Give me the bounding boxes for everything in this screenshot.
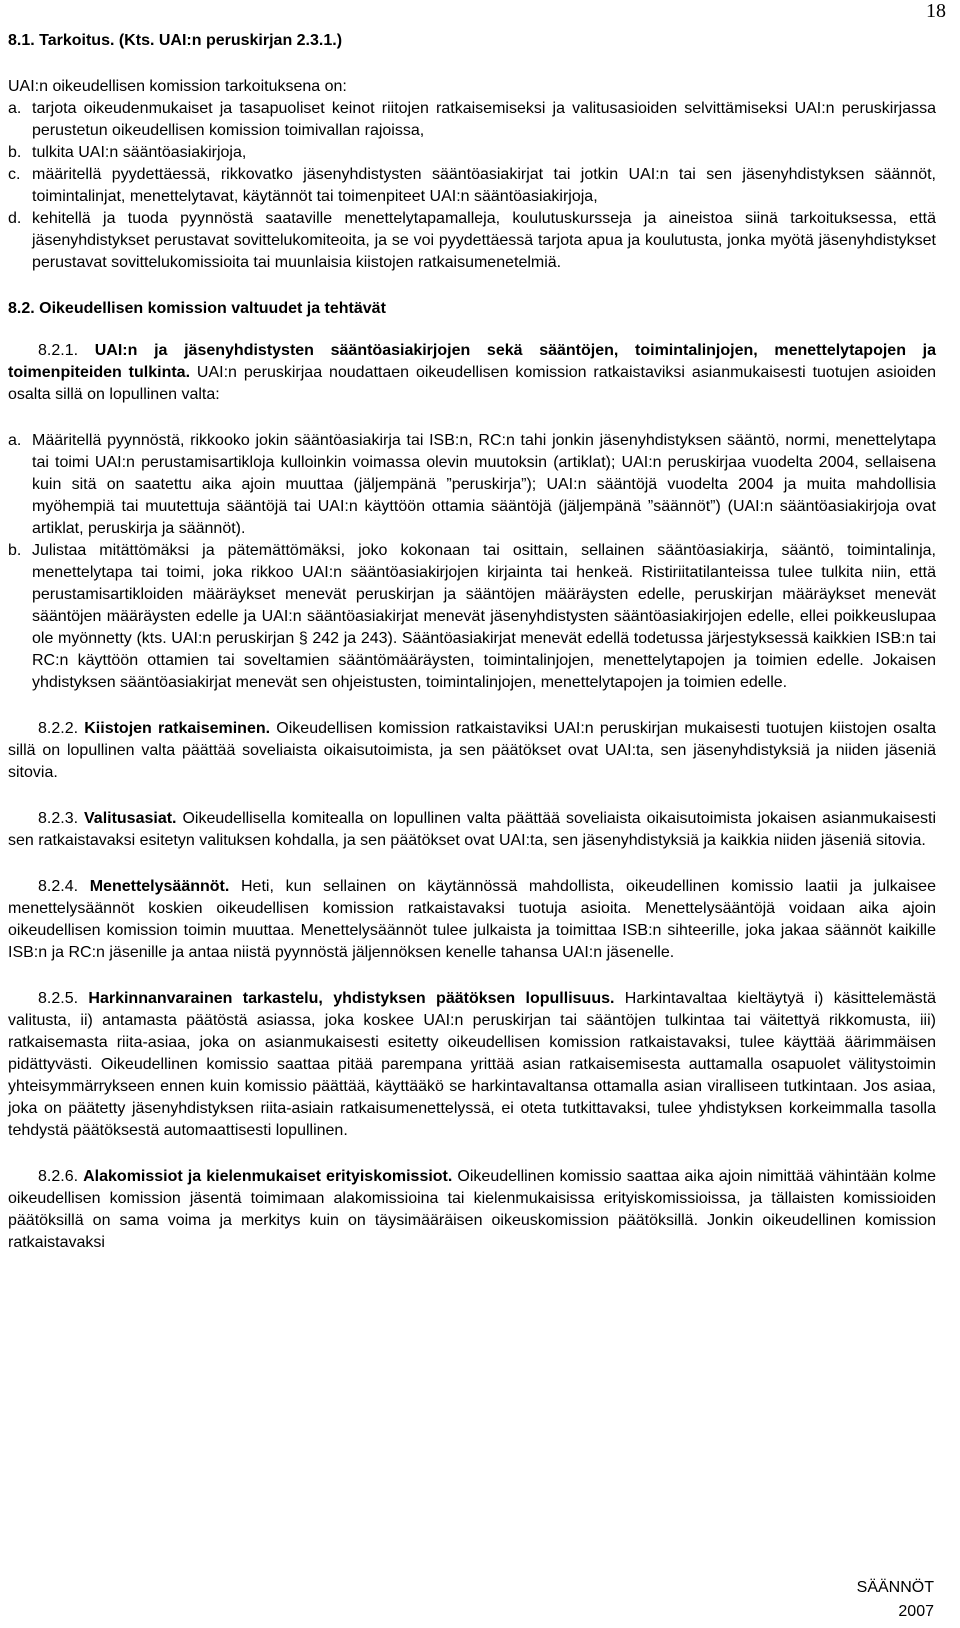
section-8-1-intro: UAI:n oikeudellisen komission tarkoituksena on:	[8, 78, 347, 95]
page-footer	[857, 1576, 934, 1624]
list-item: a. Määritellä pyynnöstä, rikkooko jokin sääntöasiakirja tai ISB:n, RC:n tahi jonkin jäsenyhdistyksen sääntö, normi, menettelytapa tai toimi UAI:n perustamisartikloja kulloinkin voimassa olevin muutoksin (artiklat); UAI:n peruskirjaa vuodelta 2004, sellaisena kuin sitä on saatettu aika ajoin muuttaa (jäljempänä ”peruskirja”); UAI:n sääntöjä vuodelta 2004 ja muita mahdollisia myöhempiä tai muutettuja sääntöjä tai UAI:n käyttöön ottamia sääntöjä (jäljempänä ”säännöt”) (UAI:n sääntöasiakirjoja ovat artiklat, peruskirja ja säännöt).	[8, 432, 936, 537]
list-item: b. tulkita UAI:n sääntöasiakirjoja,	[8, 144, 247, 161]
section-8-2-3: 8.2.3. Valitusasiat. Oikeudellisella komitealla on lopullinen valta päättää soveliaista oikaisutoimista jokaisen asianmukaisesti sen ratkaistavaksi esitetyn valituksen kohdalla, ja sen päätökset ovat UAI:ta, sen jäsenyhdistyksiä ja kaikkia niiden jäseniä sitovia.	[8, 810, 937, 849]
footer-year: 2007	[898, 1603, 934, 1620]
section-8-2-1-text: UAI:n peruskirjaa noudattaen oikeudellisen komission ratkaistaviksi asianmukaisesti tuotujen asioiden osalta sillä on lopullinen valta:	[8, 364, 937, 403]
section-8-2-6: 8.2.6. Alakomissiot ja kielenmukaiset erityiskomissiot. Oikeudellinen komissio saattaa aika ajoin nimittää vähintään kolme oikeudellisen komission jäsentä toimimaan alakomissioina tai kielenmukaisissa erityiskomissioissa, ja tällaisten komissioiden päätöksillä on sama voima ja merkitys kuin on täysimääräisen oikeuskomission päätöksillä. Jonkin oikeudellinen komission ratkaistavaksi	[8, 1168, 936, 1251]
page-content	[8, 16, 936, 1254]
section-8-2-1: 8.2.1. UAI:n ja jäsenyhdistysten sääntöasiakirjojen sekä sääntöjen, toimintalinjojen, menettelytapojen ja toimenpiteiden tulkinta. UAI:n peruskirjaa noudattaen oikeudellisen komission ratkaistaviksi asianmukaisesti tuotujen asioiden osalta sillä on lopullinen valta:	[8, 342, 937, 403]
section-8-2-1-list	[8, 430, 936, 694]
list-item: d. kehitellä ja tuoda pyynnöstä saataville menettelytapamalleja, koulutuskursseja ja aineistoa siinä tarkoituksessa, että jäsenyhdistykset perustavat sovittelukomiteoita, ja se voi pyydettäessä tarjota apua ja koulutusta, jonka myötä jäsenyhdistykset perustavat sovittelukomissioita tai muunlaisia kiistojen ratkaisumenetelmiä.	[8, 210, 936, 271]
section-8-1-list	[8, 98, 936, 274]
footer-title: SÄÄNNÖT	[856, 1579, 934, 1596]
list-item: c. määritellä pyydettäessä, rikkovatko jäsenyhdistysten sääntöasiakirjat tai jotkin UAI:n tai sen jäsenyhdistyksen säännöt, toimintalinjat, menettelytavat, käytännöt tai toimenpiteet UAI:n sääntöasiakirjoja,	[8, 166, 936, 205]
section-8-2-1-title: UAI:n ja jäsenyhdistysten sääntöasiakirjojen sekä sääntöjen, toimintalinjojen, menettelytapojen ja toimenpiteiden tulkinta.	[8, 342, 937, 381]
section-8-2-heading: 8.2. Oikeudellisen komission valtuudet ja tehtävät	[8, 300, 386, 317]
section-8-1-heading: 8.1. Tarkoitus. (Kts. UAI:n peruskirjan 2.3.1.)	[8, 32, 343, 49]
section-8-2-4: 8.2.4. Menettelysäännöt. Heti, kun sellainen on käytännössä mahdollista, oikeudellinen komissio laatii ja julkaisee menettelysäännöt koskien oikeudellisen komission ratkaistavaksi tuotuja asioita. Menettelysääntöjä voidaan aika ajoin oikeudellisen komission toimin muuttaa. Menettelysäännöt tulee julkaista ja toimittaa ISB:n sihteerille, joka jakaa säännöt kaikille ISB:n ja RC:n jäsenille ja antaa niistä pyynnöstä jäljennöksen kenelle tahansa UAI:n jäsenelle.	[8, 878, 936, 961]
page-number: 18	[926, 0, 946, 22]
list-item: b. Julistaa mitättömäksi ja pätemättömäksi, joko kokonaan tai osittain, sellainen sääntöasiakirja, sääntö, toimintalinja, menettelytapa tai toimi, joka rikkoo UAI:n sääntöasiakirjojen kirjainta tai henkeä. Ristiriitatilanteissa tulee tulkita niin, että perustamisartikloiden määräykset menevät peruskirjan ja sääntöjen määräysten edelle, peruskirjan määräykset menevät sääntöjen määräysten edelle ja UAI:n sääntöasiakirjat menevät jäsenyhdistysten sääntöasiakirjojen edelle, ellei poikkeuslupaa ole myönnetty (kts. UAI:n peruskirjan § 242 ja 243). Sääntöasiakirjat menevät edellä todetussa järjestyksessä kaikkien ISB:n tai RC:n käyttöön ottamien tai soveltamien sääntömääräysten, toimintalinjojen, menettelytapojen ja toimien edelle. Jokaisen yhdistyksen sääntöasiakirjat menevät sen ohjeistusten, toimintalinjojen, menettelytapojen ja toimien edelle.	[8, 542, 936, 691]
section-8-2-2: 8.2.2. Kiistojen ratkaiseminen. Oikeudellisen komission ratkaistaviksi UAI:n peruskirjan mukaisesti tuotujen kiistojen osalta sillä on lopullinen valta päättää soveliaista oikaisutoimista, ja sen päätökset ovat UAI:ta, sen jäsenyhdistyksiä ja niiden jäseniä sitovia.	[8, 720, 937, 781]
list-item: a. tarjota oikeudenmukaiset ja tasapuoliset keinot riitojen ratkaisemiseksi ja valitusasioiden selvittämiseksi UAI:n peruskirjassa perustetun oikeudellisen komission toimivallan rajoissa,	[8, 100, 936, 139]
section-8-2-5: 8.2.5. Harkinnanvarainen tarkastelu, yhdistyksen päätöksen lopullisuus. Harkintavaltaa kieltäytyä i) käsittelemästä valitusta, ii) antamasta päätöstä asiassa, joka koskee UAI:n peruskirjan tai sääntöjen tulkintaa tai väitettyä rikkomusta, iii) ratkaisemasta riita-asiaa, joka on asianmukaisesti esitetty oikeudellisen komission ratkaistavaksi, tulee käyttää äärimmäisen pidättyvästi. Oikeudellinen komissio saattaa pitää parempana yrittää asian ratkaisemisesta auttamalla osapuolet välitystoimin yhteisymmärrykseen ennen kuin komissio päättää, käyttääkö se harkintavaltansa ottamalla asian viralliseen tutkintaan. Jos asiaa, joka on päätetty jäsenyhdistyksen riita-asiain ratkaisumenettelyssä, ei oteta tutkittavaksi, tulee yhdistyksen korkeimmalla tasolla tehdystä päätöksestä automaattisesti lopullinen.	[8, 990, 936, 1139]
